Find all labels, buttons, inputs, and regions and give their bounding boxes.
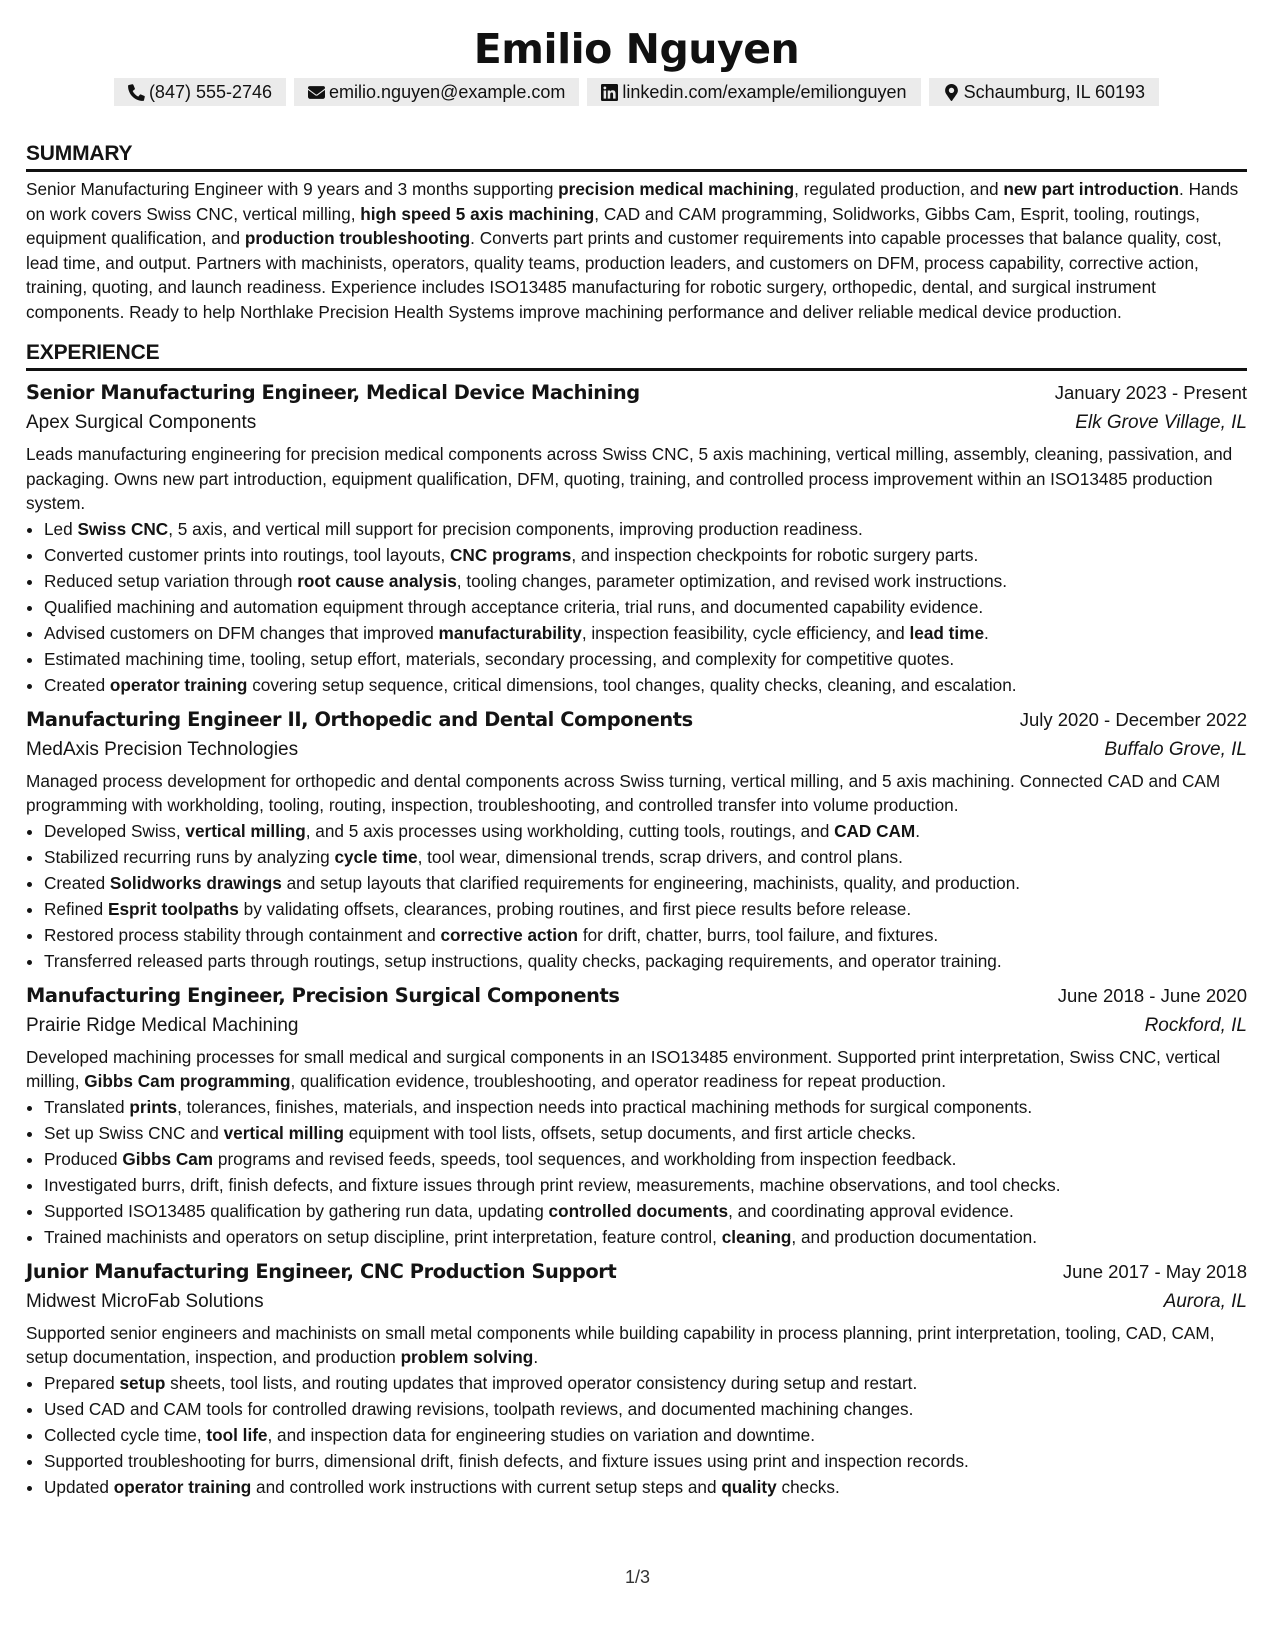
bullet-item [44, 672, 1247, 698]
map-marker-icon [943, 84, 960, 101]
text-run: Converted customer prints into routings, tool layouts, [44, 544, 451, 565]
contact-location-text: Schaumburg, IL 60193 [963, 82, 1146, 102]
bold-keyword: production troubleshooting [244, 228, 471, 248]
text-run: Trained machinists and operators on setup discipline, print interpretation, feature control, [44, 1226, 722, 1247]
text-run: . Converts part prints and customer requirements into capable processes that balance quality, cost, lead time, and output. Partners with machinists, operators, quality teams, production leaders, and customers on DFM, process capability, corrective action, training, quoting, and launch readiness. Experience includes ISO13485 manufacturing for robotic surgery, orthopedic, dental, and surgical instrument components. Ready to help Northlake Precision Health Systems improve machining performance and deliver reliable medical device production. [26, 228, 1222, 322]
bullet-item [44, 1198, 1247, 1224]
text-run: . [533, 1347, 539, 1367]
job-title: Manufacturing Engineer II, Orthopedic and Dental Components [26, 707, 693, 731]
text-run: by validating offsets, clearances, probing routines, and first piece results before release. [238, 898, 912, 919]
job-dates: June 2018 - June 2020 [1057, 984, 1247, 1006]
text-run: , and production documentation. [791, 1226, 1037, 1247]
job-location: Buffalo Grove, IL [1104, 738, 1247, 760]
experience-entry [26, 705, 1247, 974]
contact-phone[interactable] [114, 78, 286, 106]
text-run: Refined [44, 898, 109, 919]
page-number: 1/3 [624, 1567, 651, 1587]
bold-keyword: tool life [206, 1424, 268, 1445]
job-description [26, 769, 1247, 818]
linkedin-icon [601, 84, 618, 101]
bullet-item [44, 646, 1247, 672]
bold-keyword: high speed 5 axis machining [360, 203, 595, 224]
job-description [26, 442, 1247, 516]
bold-keyword: operator training [109, 674, 248, 695]
text-run: Used CAD and CAM tools for controlled drawing revisions, toolpath reviews, and documented machining changes. [44, 1398, 914, 1419]
text-run: Leads manufacturing engineering for precision medical components across Swiss CNC, 5 axis machining, vertical milling, assembly, cleaning, passivation, and packaging. Owns new part introduction, equipment qualification, DFM, quoting, training, and controlled process improvement within an ISO13485 production system. [26, 444, 1233, 513]
text-run: Supported senior engineers and machinists on small metal components while building capability in process planning, print interpretation, tooling, CAD, CAM, setup documentation, inspection, and production [26, 1322, 1215, 1367]
text-run: Reduced setup variation through [44, 570, 298, 591]
text-run: , CAD and CAM programming, Solidworks, Gibbs Cam, Esprit, tooling, routings, equipment qualification, and [26, 203, 1200, 248]
contact-email-text: emilio.nguyen@example.com [329, 82, 566, 102]
text-run: Produced [44, 1148, 123, 1169]
text-run: , tool wear, dimensional trends, scrap drivers, and control plans. [417, 846, 903, 867]
company-name: Apex Surgical Components [26, 412, 257, 433]
contact-location [929, 78, 1159, 106]
bold-keyword: CAD CAM [834, 820, 916, 841]
bold-keyword: quality [721, 1476, 777, 1497]
text-run: , regulated production, and [794, 179, 1004, 199]
text-run: Developed machining processes for small medical and surgical components in an ISO13485 environment. Supported print interpretation, Swiss CNC, vertical milling, [26, 1046, 1221, 1091]
text-run: Stabilized recurring runs by analyzing [44, 846, 335, 867]
text-run: Managed process development for orthopedic and dental components across Swiss turning, vertical milling, and 5 axis machining. Connected CAD and CAM programming with workholding, tooling, routing, inspection, troubleshooting, and controlled transfer into volume production. [26, 770, 1221, 815]
contact-linkedin-text: linkedin.com/example/emilionguyen [622, 82, 907, 102]
job-location: Elk Grove Village, IL [1075, 412, 1247, 433]
bold-keyword: cycle time [334, 846, 418, 867]
bold-keyword: lead time [909, 622, 985, 643]
text-run: . [915, 820, 921, 841]
bold-keyword: vertical milling [223, 1122, 344, 1143]
bullet-item [44, 818, 1247, 844]
bullet-item [44, 896, 1247, 922]
phone-icon [128, 84, 145, 101]
job-dates: July 2020 - December 2022 [1019, 708, 1247, 730]
experience-heading: EXPERIENCE [26, 339, 1247, 371]
text-run: sheets, tool lists, and routing updates that improved operator consistency during setup and restart. [165, 1372, 918, 1393]
experience-entry [26, 981, 1247, 1250]
text-run: checks. [776, 1476, 840, 1497]
bullet-item [44, 844, 1247, 870]
experience-entry [26, 1257, 1247, 1500]
text-run: , and 5 axis processes using workholding, cutting tools, routings, and [305, 820, 835, 841]
text-run: Restored process stability through containment and [44, 924, 441, 945]
bold-keyword: cleaning [721, 1226, 792, 1247]
bullet-item [44, 922, 1247, 948]
bullet-item [44, 620, 1247, 646]
job-bullets [26, 516, 1247, 698]
bold-keyword: root cause analysis [297, 570, 457, 591]
text-run: Translated [44, 1096, 130, 1117]
job-description [26, 1321, 1247, 1370]
text-run: Created [44, 674, 110, 695]
contact-bar [26, 78, 1247, 106]
text-run: and setup layouts that clarified requirements for engineering, machinists, quality, and production. [281, 872, 1021, 893]
contact-linkedin[interactable] [587, 78, 920, 106]
bullet-item [44, 568, 1247, 594]
text-run: , tooling changes, parameter optimization, and revised work instructions. [456, 570, 1008, 591]
job-bullets [26, 1094, 1247, 1250]
text-run: programs and revised feeds, speeds, tool sequences, and workholding from inspection feedback. [213, 1148, 957, 1169]
job-bullets [26, 1370, 1247, 1500]
bold-keyword: corrective action [440, 924, 579, 945]
text-run: Qualified machining and automation equipment through acceptance criteria, trial runs, and documented capability evidence. [44, 596, 984, 617]
candidate-name: Emilio Nguyen [473, 25, 800, 73]
bullet-item [44, 1448, 1247, 1474]
job-location: Aurora, IL [1163, 1290, 1247, 1312]
bold-keyword: vertical milling [185, 820, 306, 841]
job-title: Senior Manufacturing Engineer, Medical Device Machining [26, 381, 640, 404]
company-name: Prairie Ridge Medical Machining [26, 1014, 299, 1036]
envelope-icon [308, 84, 325, 101]
bullet-item [44, 1120, 1247, 1146]
bold-keyword: new part introduction [1003, 179, 1180, 199]
text-run: for drift, chatter, burrs, tool failure, and fixtures. [578, 924, 939, 945]
text-run: covering setup sequence, critical dimensions, tool changes, quality checks, cleaning, and escalation. [247, 674, 1017, 695]
text-run: , qualification evidence, troubleshooting, and operator readiness for repeat production. [290, 1071, 947, 1091]
text-run: , and coordinating approval evidence. [728, 1200, 1014, 1221]
resume-page [26, 22, 1247, 1500]
bold-keyword: Esprit toolpaths [108, 898, 239, 919]
bullet-item [44, 948, 1247, 974]
bullet-item [44, 1094, 1247, 1120]
text-run: , and inspection data for engineering studies on variation and downtime. [267, 1424, 815, 1445]
company-name: MedAxis Precision Technologies [26, 738, 299, 760]
text-run: Transferred released parts through routings, setup instructions, quality checks, packaging requirements, and operator training. [44, 950, 1002, 971]
text-run: , 5 axis, and vertical mill support for precision components, improving production readiness. [168, 518, 863, 539]
bold-keyword: controlled documents [548, 1200, 729, 1221]
text-run: Collected cycle time, [44, 1424, 207, 1445]
bullet-item [44, 1224, 1247, 1250]
bullet-item [44, 516, 1247, 542]
job-description [26, 1045, 1247, 1094]
bold-keyword: operator training [113, 1476, 252, 1497]
company-name: Midwest MicroFab Solutions [26, 1290, 264, 1312]
text-run: Led [44, 518, 78, 539]
bullet-item [44, 870, 1247, 896]
text-run: , tolerances, finishes, materials, and inspection needs into practical machining methods for surgical components. [177, 1096, 1033, 1117]
job-title: Junior Manufacturing Engineer, CNC Production Support [26, 1259, 617, 1283]
text-run: Supported troubleshooting for burrs, dimensional drift, finish defects, and fixture issues using print and inspection records. [44, 1450, 969, 1471]
bold-keyword: manufacturability [438, 622, 582, 643]
text-run: Updated [44, 1476, 114, 1497]
text-run: , and inspection checkpoints for robotic surgery parts. [571, 544, 979, 565]
text-run: Created [44, 872, 110, 893]
experience-entry [26, 378, 1247, 698]
job-bullets [26, 818, 1247, 974]
bullet-item [44, 1474, 1247, 1500]
bold-keyword: prints [129, 1096, 178, 1117]
contact-email[interactable] [294, 78, 579, 106]
text-run: Set up Swiss CNC and [44, 1122, 224, 1143]
bullet-item [44, 542, 1247, 568]
bullet-item [44, 1396, 1247, 1422]
text-run: Investigated burrs, drift, finish defects, and fixture issues through print review, measurements, machine observations, and tool checks. [44, 1174, 1061, 1195]
text-run: Senior Manufacturing Engineer with 9 years and 3 months supporting [26, 179, 559, 199]
text-run: Advised customers on DFM changes that improved [44, 622, 439, 643]
bullet-item [44, 1172, 1247, 1198]
job-dates: June 2017 - May 2018 [1062, 1260, 1247, 1282]
text-run: and controlled work instructions with current setup steps and [251, 1476, 722, 1497]
text-run: Estimated machining time, tooling, setup effort, materials, secondary processing, and complexity for competitive quotes. [44, 648, 955, 669]
job-location: Rockford, IL [1144, 1014, 1247, 1036]
contact-phone-text: (847) 555-2746 [148, 82, 273, 102]
bold-keyword: Swiss CNC [77, 518, 169, 539]
text-run: Supported ISO13485 qualification by gathering run data, updating [44, 1200, 549, 1221]
bullet-item [44, 1146, 1247, 1172]
text-run: Developed Swiss, [44, 820, 186, 841]
bullet-item [44, 1422, 1247, 1448]
bold-keyword: setup [119, 1372, 166, 1393]
text-run: . [984, 622, 989, 643]
bullet-item [44, 1370, 1247, 1396]
text-run: . Hands on work covers Swiss CNC, vertical milling, [26, 179, 1239, 224]
job-dates: January 2023 - Present [1054, 382, 1247, 403]
summary-heading: SUMMARY [26, 140, 1247, 172]
bold-keyword: CNC programs [450, 544, 572, 565]
summary-text [26, 177, 1247, 324]
bold-keyword: precision medical machining [558, 179, 795, 199]
bold-keyword: Gibbs Cam [122, 1148, 214, 1169]
bold-keyword: problem solving [400, 1347, 534, 1367]
bold-keyword: Solidworks drawings [109, 872, 282, 893]
job-title: Manufacturing Engineer, Precision Surgical Components [26, 983, 620, 1007]
bullet-item [44, 594, 1247, 620]
text-run: equipment with tool lists, offsets, setup documents, and first article checks. [343, 1122, 916, 1143]
text-run: , inspection feasibility, cycle efficiency, and [581, 622, 910, 643]
bold-keyword: Gibbs Cam programming [84, 1071, 291, 1091]
text-run: Prepared [44, 1372, 120, 1393]
